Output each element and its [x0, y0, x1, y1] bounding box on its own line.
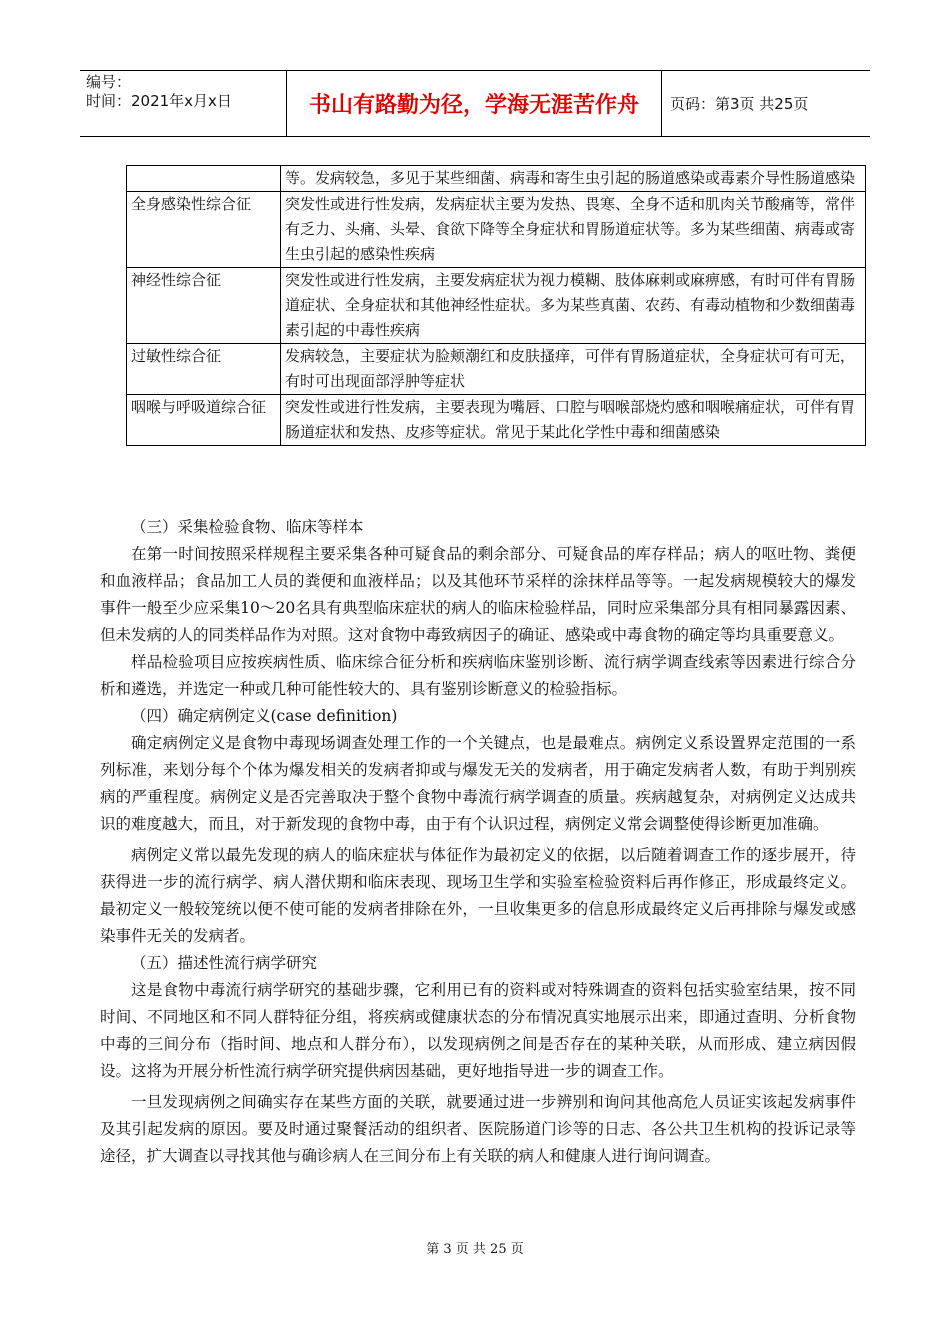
syndrome-name [127, 166, 281, 192]
section-4-paragraph-1: 确定病例定义是食物中毒现场调查处理工作的一个关键点，也是最难点。病例定义系设置界定范围的一系列标准，来划分每个个体为爆发相关的发病者抑或与爆发无关的发病者，用于确定发病者人数，有助于判别疾病的严重程度。病例定义是否完善取决于整个食物中毒流行病学调查的质量。疾病越复杂，对病例定义达成共识的难度越大，而且，对于新发现的食物中毒，由于有个认识过程，病例定义常会调整使得诊断更加准确。 [100, 734, 856, 833]
syndrome-description: 发病较急，主要症状为脸颊潮红和皮肤搔痒，可伴有胃肠道症状，全身症状可有可无，有时可出现面部浮肿等症状 [281, 344, 866, 395]
section-5-paragraph-1: 这是食物中毒流行病学研究的基础步骤，它利用已有的资料或对特殊调查的资料包括实验室结果，按不同时间、不同地区和不同人群特征分组，将疾病或健康状态的分布情况真实地展示出来，即通过查明、分析食物中毒的三间分布（指时间、地点和人群分布），以发现病例之间是否存在的某种关联，从而形成、建立病因假设。这将为开展分析性流行病学研究提供病因基础，更好地指导进一步的调查工作。 [100, 981, 856, 1080]
section-5-paragraph-2: 一旦发现病例之间确实存在某些方面的关联，就要通过进一步辨别和询问其他高危人员证实该起发病事件及其引起发病的原因。要及时通过聚餐活动的组织者、医院肠道门诊等的日志、各公共卫生机构的投诉记录等途径，扩大调查以寻找其他与确诊病人在三间分布上有关联的病人和健康人进行询问调查。 [100, 1093, 856, 1165]
table-row [127, 166, 866, 192]
syndrome-description: 等。发病较急，多见于某些细菌、病毒和寄生虫引起的肠道感染或毒素介导性肠道感染 [281, 166, 866, 192]
section-3-title: （三）采集检验食物、临床等样本 [131, 518, 364, 536]
section-4-title: （四）确定病例定义(case definition) [131, 707, 398, 725]
document-date-label: 时间：2021年x月x日 [86, 92, 232, 110]
section-3-paragraph-1: 在第一时间按照采样规程主要采集各种可疑食品的剩余部分、可疑食品的库存样品；病人的呕吐物、粪便和血液样品；食品加工人员的粪便和血液样品；以及其他环节采样的涂抹样品等等。一起发病规模较大的爆发事件一般至少应采集10～20名具有典型临床症状的病人的临床检验样品，同时应采集部分具有相同暴露因素、但未发病的人的同类样品作为对照。这对食物中毒致病因子的确证、感染或中毒食物的确定等均具重要意义。 [100, 545, 856, 644]
section-4-paragraph-2: 病例定义常以最先发现的病人的临床症状与体征作为最初定义的依据，以后随着调查工作的逐步展开，待获得进一步的流行病学、病人潜伏期和临床表现、现场卫生学和实验室检验资料后再作修正，形成最终定义。最初定义一般较笼统以便不使可能的发病者排除在外，一旦收集更多的信息形成最终定义后再排除与爆发或感染事件无关的发病者。 [100, 846, 856, 945]
table-row [127, 344, 866, 395]
syndrome-description: 突发性或进行性发病，主要发病症状为视力模糊、肢体麻刺或麻痹感，有时可伴有胃肠道症状、全身症状和其他神经性症状。多为某些真菌、农药、有毒动植物和少数细菌毒素引起的中毒性疾病 [281, 268, 866, 344]
section-3-paragraph-2: 样品检验项目应按疾病性质、临床综合征分析和疾病临床鉴别诊断、流行病学调查线索等因素进行综合分析和遴选，并选定一种或几种可能性较大的、具有鉴别诊断意义的检验指标。 [100, 653, 856, 698]
syndrome-description: 突发性或进行性发病，主要表现为嘴唇、口腔与咽喉部烧灼感和咽喉痛症状，可伴有胃肠道症状和发热、皮疹等症状。常见于某此化学性中毒和细菌感染 [281, 395, 866, 446]
table-row [127, 192, 866, 268]
syndrome-name: 咽喉与呼吸道综合征 [127, 395, 281, 446]
syndrome-name: 神经性综合征 [127, 268, 281, 344]
syndrome-description: 突发性或进行性发病，发病症状主要为发热、畏寒、全身不适和肌肉关节酸痛等，常伴有乏力、头痛、头晕、食欲下降等全身症状和胃肠道症状等。多为某些细菌、病毒或寄生虫引起的感染性疾病 [281, 192, 866, 268]
section-5-title: （五）描述性流行病学研究 [131, 954, 318, 972]
table-row [127, 268, 866, 344]
header-meta [80, 71, 287, 136]
page-footer: 第 3 页 共 25 页 [426, 1242, 524, 1257]
document-body [100, 514, 856, 1170]
table-row [127, 395, 866, 446]
header-motto: 书山有路勤为径，学海无涯苦作舟 [287, 71, 662, 136]
syndrome-name: 全身感染性综合征 [127, 192, 281, 268]
page-header [80, 70, 870, 137]
syndrome-table [126, 165, 866, 446]
syndrome-name: 过敏性综合征 [127, 344, 281, 395]
document-number-label: 编号： [86, 73, 132, 91]
header-page-label: 页码：第3页 共25页 [670, 95, 809, 113]
